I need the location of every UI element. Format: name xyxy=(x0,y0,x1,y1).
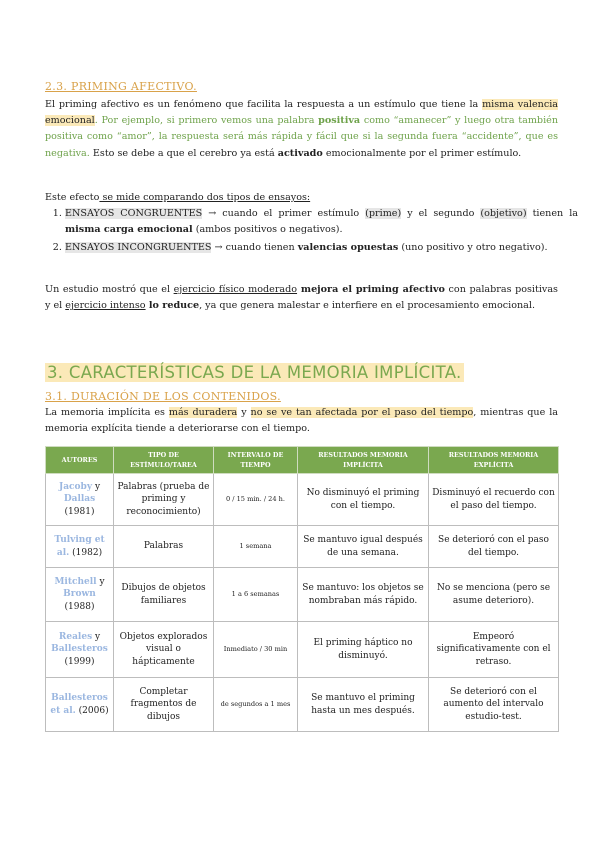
paragraph-exercise-study xyxy=(45,282,558,314)
author-name: Reales xyxy=(58,631,93,642)
text-span: y xyxy=(92,481,101,492)
cell-explicit: Se deterioró con el paso del tiempo. xyxy=(429,526,559,568)
header-tipo-estimulo: TIPO DE ESTÍMULO/TAREA xyxy=(114,447,214,474)
text-span: (uno positivo y otro negativo). xyxy=(398,242,548,254)
text-span: tienen la xyxy=(526,208,578,219)
cell-interval: 1 semana xyxy=(214,526,298,568)
table-header-row xyxy=(46,447,559,474)
author-name: Tulving et al. xyxy=(54,535,105,558)
subsection-title-duracion: 3.1. DURACIÓN DE LOS CONTENIDOS. xyxy=(45,390,281,403)
bold-text: misma carga emocional xyxy=(65,224,193,236)
cell-implicit: No disminuyó el priming con el tiempo. xyxy=(298,474,429,526)
cell-task: Palabras xyxy=(114,526,214,568)
table-row xyxy=(46,526,559,568)
author-year: (1988) xyxy=(64,601,95,612)
cell-implicit: Se mantuvo: los objetos se nombraban más rápido. xyxy=(298,568,429,622)
text-span: La memoria implícita es xyxy=(45,407,169,418)
cell-authors xyxy=(46,678,114,732)
text-span: Esto se debe a que el cerebro ya está xyxy=(89,147,278,159)
bold-text: valencias opuestas xyxy=(297,242,399,254)
author-name: Dallas xyxy=(63,494,96,505)
bold-text: mejora el priming afectivo xyxy=(297,284,445,295)
cell-explicit: Se deterioró con el aumento del intervalo estudio-test. xyxy=(429,678,559,732)
bold-text: lo reduce xyxy=(145,300,200,312)
table-row xyxy=(46,678,559,732)
bold-text: activado xyxy=(277,147,323,159)
cell-authors xyxy=(46,622,114,678)
highlight-text: no se ve tan afectada por el paso del tiempo xyxy=(250,407,474,418)
text-span: , ya que genera malestar e interfiere en el procesamiento emocional. xyxy=(199,300,536,312)
cell-explicit: Empeoró significativamente con el retraso. xyxy=(429,622,559,678)
text-span: . Por ejemplo, si primero vemos una palabra xyxy=(94,115,319,127)
highlight-text: misma valencia emocional xyxy=(45,99,558,127)
text-span: y el segundo xyxy=(401,208,481,219)
underlined-text: se mide comparando dos tipos de ensayos: xyxy=(99,192,311,203)
paragraph-priming-definition xyxy=(45,97,558,162)
text-span: → cuando tienen xyxy=(211,242,298,254)
author-name: Ballesteros et al. xyxy=(50,693,108,716)
header-resultados-implicita: RESULTADOS MEMORIA IMPLÍCITA xyxy=(298,447,429,474)
highlight-text: más duradera xyxy=(168,407,238,418)
list-item xyxy=(65,206,578,238)
term-highlight: (objetivo) xyxy=(480,208,527,219)
author-year: (1981) xyxy=(64,506,95,517)
text-span: (ambos positivos o negativos). xyxy=(192,224,343,236)
term-highlight: (prime) xyxy=(365,208,402,219)
text-span: Un estudio mostró que el xyxy=(45,284,174,295)
underlined-text: ejercicio físico moderado xyxy=(173,284,298,295)
studies-table xyxy=(45,446,559,732)
underlined-text: ejercicio intenso xyxy=(65,300,146,312)
text-span: con palabras positivas y el xyxy=(45,284,558,312)
cell-task: Objetos explorados visual o hápticamente xyxy=(114,622,214,678)
table-row xyxy=(46,568,559,622)
cell-authors xyxy=(46,568,114,622)
cell-implicit: El priming háptico no disminuyó. xyxy=(298,622,429,678)
text-span: Este efecto xyxy=(45,192,100,203)
section-title-priming-afectivo: 2.3. PRIMING AFECTIVO. xyxy=(45,80,197,93)
cell-implicit: Se mantuvo igual después de una semana. xyxy=(298,526,429,568)
table-row xyxy=(46,474,559,526)
author-year: (2006) xyxy=(78,705,109,716)
author-name: Ballesteros xyxy=(51,644,108,655)
cell-interval: 1 a 6 semanas xyxy=(214,568,298,622)
text-span: como “amanecer” y luego otra también positiva como “amor”, la respuesta será más rápida y fácil que si la segunda fuera “accidente”, que es negativa. xyxy=(45,115,558,159)
cell-interval: 0 / 15 min. / 24 h. xyxy=(214,474,298,526)
cell-explicit: No se menciona (pero se asume deterioro). xyxy=(429,568,559,622)
author-year: (1999) xyxy=(64,656,95,667)
section-title-caracteristicas: 3. CARACTERÍSTICAS DE LA MEMORIA IMPLÍCITA. xyxy=(47,363,462,382)
trial-label: ENSAYOS INCONGRUENTES xyxy=(65,242,212,254)
trial-label: ENSAYOS CONGRUENTES xyxy=(65,208,203,219)
paragraph-implicit-memory xyxy=(45,405,558,437)
table-row xyxy=(46,622,559,678)
bold-text: positiva xyxy=(318,115,361,127)
text-span: El priming afectivo es un fenómeno que facilita la respuesta a un estímulo que tiene la xyxy=(45,99,483,110)
cell-interval: Inmediato / 30 min xyxy=(214,622,298,678)
text-span: , mientras que la memoria explícita tiende a deteriorarse con el tiempo. xyxy=(45,407,558,435)
cell-implicit: Se mantuvo el priming hasta un mes después. xyxy=(298,678,429,732)
cell-authors xyxy=(46,474,114,526)
cell-explicit: Disminuyó el recuerdo con el paso del tiempo. xyxy=(429,474,559,526)
trial-types-list xyxy=(45,206,578,259)
cell-task: Completar fragmentos de dibujos xyxy=(114,678,214,732)
text-span: y xyxy=(92,631,101,642)
author-name: Brown xyxy=(63,589,96,600)
header-resultados-explicita: RESULTADOS MEMORIA EXPLÍCITA xyxy=(429,447,559,474)
cell-task: Dibujos de objetos familiares xyxy=(114,568,214,622)
paragraph-trial-types-intro xyxy=(45,190,558,206)
text-span: → cuando el primer estímulo xyxy=(202,208,366,219)
cell-authors xyxy=(46,526,114,568)
text-span: emocionalmente por el primer estímulo. xyxy=(322,147,522,159)
author-name: Mitchell xyxy=(54,576,97,587)
author-name: Jacoby xyxy=(58,481,93,492)
cell-interval: de segundos a 1 mes xyxy=(214,678,298,732)
author-year: (1982) xyxy=(72,547,103,558)
text-span: y xyxy=(96,576,105,587)
cell-task: Palabras (prueba de priming y reconocimiento) xyxy=(114,474,214,526)
header-autores: AUTORES xyxy=(46,447,114,474)
header-intervalo: INTERVALO DE TIEMPO xyxy=(214,447,298,474)
text-span: y xyxy=(237,407,251,418)
list-item xyxy=(65,240,578,256)
